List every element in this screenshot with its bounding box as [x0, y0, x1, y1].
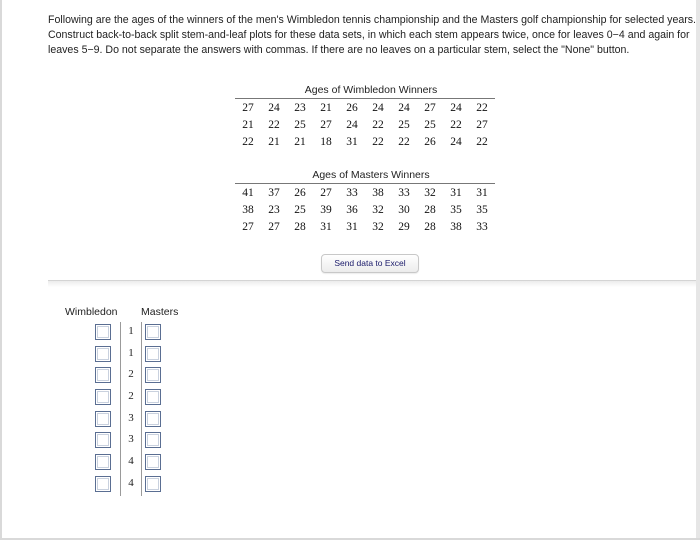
wimbledon-leaf-input[interactable] [95, 432, 111, 448]
masters-row [235, 201, 495, 218]
masters-table-title: Ages of Masters Winners [312, 169, 430, 181]
wimbledon-age-cell: 24 [365, 99, 391, 117]
masters-age-cell: 38 [365, 184, 391, 202]
send-to-excel-button[interactable]: Send data to Excel [321, 254, 419, 273]
wimbledon-age-cell: 23 [287, 99, 313, 117]
wimbledon-age-cell: 18 [320, 135, 332, 148]
wimbledon-age-cell: 22 [372, 135, 384, 148]
masters-leaf-input[interactable] [145, 432, 161, 448]
wimbledon-age-cell: 21 [313, 99, 339, 117]
wimbledon-age-cell: 26 [339, 99, 365, 117]
stem-value: 2 [128, 368, 134, 381]
masters-age-cell: 31 [469, 184, 495, 202]
masters-age-cell: 33 [339, 184, 365, 202]
wimbledon-age-cell: 24 [450, 135, 462, 148]
masters-age-cell: 30 [398, 203, 410, 216]
masters-age-cell: 35 [450, 203, 462, 216]
wimbledon-age-cell: 22 [469, 99, 495, 117]
stem-value: 4 [128, 476, 134, 489]
masters-age-cell: 33 [391, 184, 417, 202]
question-panel [2, 0, 696, 538]
wimbledon-age-cell: 25 [398, 118, 410, 131]
wimbledon-age-cell: 27 [417, 99, 443, 117]
masters-age-cell: 27 [313, 184, 339, 202]
masters-age-cell: 32 [372, 220, 384, 233]
wimbledon-age-cell: 22 [398, 135, 410, 148]
stem-value: 1 [128, 346, 134, 359]
wimbledon-age-cell: 25 [424, 118, 436, 131]
wimbledon-age-cell: 25 [294, 118, 306, 131]
masters-age-cell: 36 [346, 203, 358, 216]
wimbledon-row [235, 133, 495, 150]
wimbledon-age-cell: 22 [242, 135, 254, 148]
masters-age-cell: 38 [450, 220, 462, 233]
wimbledon-leaf-input[interactable] [95, 411, 111, 427]
wimbledon-age-cell: 21 [268, 135, 280, 148]
wimbledon-header: Wimbledon [65, 306, 118, 318]
masters-age-cell: 26 [287, 184, 313, 202]
wimbledon-age-cell: 27 [320, 118, 332, 131]
masters-age-cell: 27 [268, 220, 280, 233]
wimbledon-table-title: Ages of Wimbledon Winners [304, 84, 438, 96]
stem-value: 3 [128, 433, 134, 446]
stem-value: 2 [128, 390, 134, 403]
scrollbar[interactable] [696, 0, 700, 538]
masters-leaf-input[interactable] [145, 367, 161, 383]
stem-value: 4 [128, 455, 134, 468]
wimbledon-leaf-input[interactable] [95, 346, 111, 362]
wimbledon-leaf-input[interactable] [95, 324, 111, 340]
masters-leaf-input[interactable] [145, 411, 161, 427]
masters-age-cell: 32 [372, 203, 384, 216]
masters-table-block [235, 169, 507, 235]
wimbledon-leaf-input[interactable] [95, 367, 111, 383]
masters-leaf-input[interactable] [145, 389, 161, 405]
wimbledon-leaf-input[interactable] [95, 454, 111, 470]
wimbledon-age-cell: 26 [424, 135, 436, 148]
section-divider [48, 280, 696, 287]
masters-age-cell: 37 [261, 184, 287, 202]
wimbledon-leaf-input[interactable] [95, 476, 111, 492]
wimbledon-row [235, 99, 495, 117]
masters-age-cell: 28 [294, 220, 306, 233]
masters-age-cell: 39 [320, 203, 332, 216]
wimbledon-age-cell: 24 [261, 99, 287, 117]
wimbledon-age-cell: 24 [391, 99, 417, 117]
masters-age-cell: 38 [242, 203, 254, 216]
masters-age-cell: 31 [320, 220, 332, 233]
wimbledon-table-block [235, 84, 507, 150]
masters-age-cell: 31 [443, 184, 469, 202]
masters-header: Masters [141, 306, 179, 318]
masters-age-cell: 31 [346, 220, 358, 233]
masters-age-cell: 35 [476, 203, 488, 216]
masters-age-cell: 28 [424, 220, 436, 233]
wimbledon-age-cell: 22 [268, 118, 280, 131]
masters-leaf-input[interactable] [145, 346, 161, 362]
masters-table [235, 183, 495, 235]
stem-value: 3 [128, 411, 134, 424]
wimbledon-age-cell: 21 [242, 118, 254, 131]
masters-age-cell: 29 [398, 220, 410, 233]
masters-leaf-input[interactable] [145, 476, 161, 492]
masters-leaf-input[interactable] [145, 454, 161, 470]
masters-age-cell: 27 [242, 220, 254, 233]
wimbledon-age-cell: 22 [372, 118, 384, 131]
wimbledon-row [235, 116, 495, 133]
masters-age-cell: 41 [235, 184, 261, 202]
instructions-text: Following are the ages of the winners of the men's Wimbledon tennis championship and the Masters golf championship for selected years. Construct back-to-back split stem-and-leaf plots for these data sets, in which each stem appears twice, once for leaves 0−4 and again for leaves 5−9. Do not separate the answers with commas. If there are no leaves on a particular stem, select the "None" button. [48, 14, 696, 56]
stem-value: 1 [128, 325, 134, 337]
wimbledon-age-cell: 31 [346, 135, 358, 148]
masters-age-cell: 28 [424, 203, 436, 216]
wimbledon-age-cell: 27 [235, 99, 261, 117]
wimbledon-age-cell: 27 [476, 118, 488, 131]
wimbledon-age-cell: 21 [294, 135, 306, 148]
wimbledon-age-cell: 22 [476, 135, 488, 148]
masters-age-cell: 23 [268, 203, 280, 216]
masters-age-cell: 25 [294, 203, 306, 216]
wimbledon-age-cell: 24 [443, 99, 469, 117]
wimbledon-leaf-input[interactable] [95, 389, 111, 405]
masters-age-cell: 33 [476, 220, 488, 233]
wimbledon-age-cell: 24 [346, 118, 358, 131]
wimbledon-table [235, 98, 495, 150]
masters-row [235, 184, 495, 202]
masters-leaf-input[interactable] [145, 324, 161, 340]
masters-age-cell: 32 [417, 184, 443, 202]
masters-row [235, 218, 495, 235]
wimbledon-age-cell: 22 [450, 118, 462, 131]
